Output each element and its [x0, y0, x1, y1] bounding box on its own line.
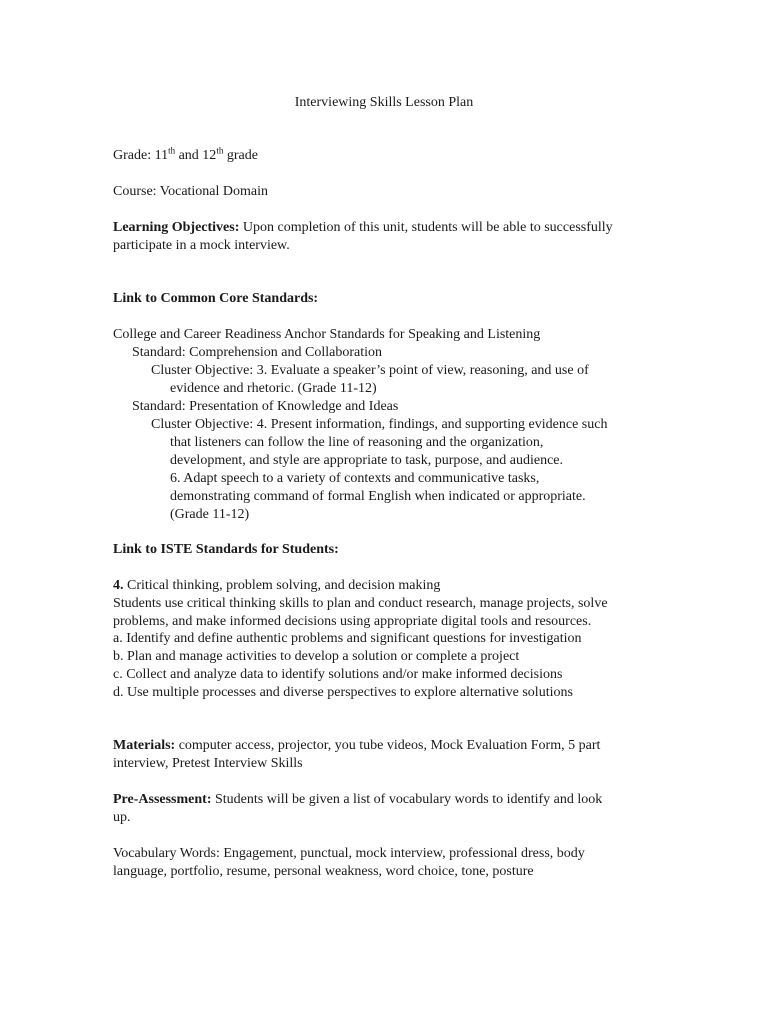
materials-text-1: computer access, projector, you tube videos, Mock Evaluation Form, 5 part — [175, 738, 601, 753]
iste-item-d: d. Use multiple processes and diverse perspectives to explore alternative solutions — [113, 685, 573, 700]
grade-line — [113, 147, 258, 165]
cluster-objective-4-line-3: development, and style are appropriate to task, purpose, and audience. — [170, 453, 564, 468]
iste-item-a: a. Identify and define authentic problems and significant questions for investigation — [113, 631, 582, 646]
objectives-text-1: Upon completion of this unit, students will be able to successfully — [239, 220, 613, 235]
iste-item-c: c. Collect and analyze data to identify solutions and/or make informed decisions — [113, 667, 563, 682]
cluster-objective-3-line-2: evidence and rhetoric. (Grade 11-12) — [170, 381, 377, 396]
grade-sup-2: th — [216, 145, 224, 156]
iste-description-line-1: Students use critical thinking skills to plan and conduct research, manage projects, solve — [113, 596, 608, 611]
iste-item-b: b. Plan and manage activities to develop a solution or complete a project — [113, 649, 520, 664]
objectives-line-2: participate in a mock interview. — [113, 238, 290, 253]
materials-line-1 — [113, 737, 600, 755]
grade-label: Grade: 11 — [113, 148, 169, 163]
vocabulary-line-1: Vocabulary Words: Engagement, punctual, mock interview, professional dress, body — [113, 846, 585, 861]
course-line: Course: Vocational Domain — [113, 184, 269, 199]
common-core-heading: Link to Common Core Standards: — [113, 291, 319, 306]
cluster-objective-6-line-1: 6. Adapt speech to a variety of contexts and communicative tasks, — [170, 471, 540, 486]
iste-standard-name: Critical thinking, problem solving, and decision making — [123, 578, 441, 593]
cluster-objective-6-line-2: demonstrating command of formal English when indicated or appropriate. — [170, 489, 586, 504]
vocabulary-line-2: language, portfolio, resume, personal weakness, word choice, tone, posture — [113, 864, 534, 879]
grade-sup-1: th — [168, 145, 176, 156]
grade-mid: and 12 — [175, 148, 217, 163]
materials-heading: Materials: — [113, 738, 176, 753]
iste-standard-number: 4. — [113, 578, 124, 593]
objectives-heading: Learning Objectives: — [113, 220, 240, 235]
cluster-objective-3-line-1: Cluster Objective: 3. Evaluate a speaker’s point of view, reasoning, and use of — [151, 363, 589, 378]
cluster-objective-4-line-1: Cluster Objective: 4. Present information, findings, and supporting evidence such — [151, 417, 608, 432]
anchor-standard-line: College and Career Readiness Anchor Standards for Speaking and Listening — [113, 327, 541, 342]
pre-assessment-line-2: up. — [113, 810, 131, 825]
grade-tail: grade — [223, 148, 258, 163]
objectives-line-1 — [113, 219, 613, 237]
materials-line-2: interview, Pretest Interview Skills — [113, 756, 303, 771]
cluster-objective-6-line-3: (Grade 11-12) — [170, 507, 250, 522]
cluster-objective-4-line-2: that listeners can follow the line of reasoning and the organization, — [170, 435, 544, 450]
pre-assessment-heading: Pre-Assessment: — [113, 792, 212, 807]
iste-description-line-2: problems, and make informed decisions using appropriate digital tools and resources. — [113, 614, 592, 629]
standard-comprehension: Standard: Comprehension and Collaboration — [132, 345, 383, 360]
pre-assessment-text-1: Students will be given a list of vocabulary words to identify and look — [211, 792, 603, 807]
standard-presentation: Standard: Presentation of Knowledge and Ideas — [132, 399, 399, 414]
iste-standard-title — [113, 577, 440, 595]
pre-assessment-line-1 — [113, 791, 602, 809]
iste-heading: Link to ISTE Standards for Students: — [113, 542, 339, 557]
document-title: Interviewing Skills Lesson Plan — [294, 95, 474, 110]
